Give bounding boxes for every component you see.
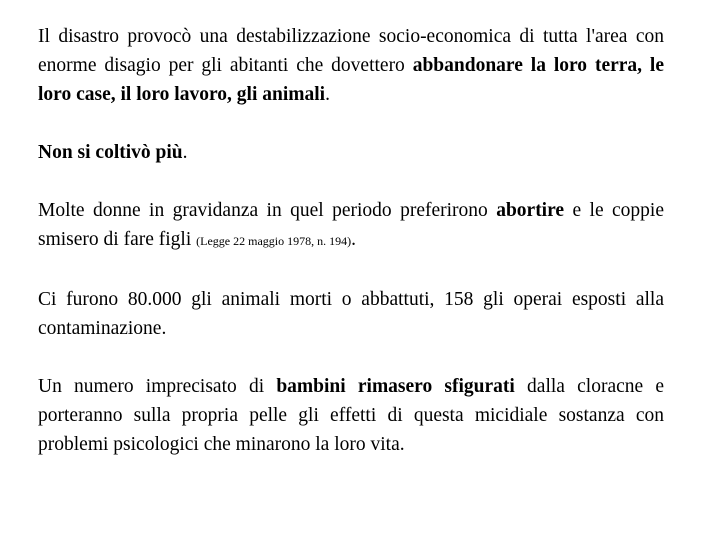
emphasis-abortion: abortire	[496, 200, 565, 221]
paragraph-text: Un numero imprecisato di	[38, 376, 277, 397]
paragraph-text: .	[351, 229, 356, 250]
paragraph-text: e le coppie smisero di fare figli	[38, 200, 664, 250]
emphasis-no-cultivation: Non si coltivò più	[38, 142, 183, 163]
paragraph-casualties	[38, 285, 664, 343]
emphasis-abandon: abbandonare la loro terra, le loro case, il loro lavoro, gli animali	[38, 55, 664, 105]
paragraph-text: Ci furono 80.000 gli animali morti o abbattuti, 158 gli operai esposti alla contaminazione.	[38, 289, 664, 339]
paragraph-text: dalla cloracne e porteranno sulla propria pelle gli effetti di questa micidiale sostanza con problemi psicologici che minarono la loro vita.	[38, 376, 664, 455]
paragraph-text: .	[182, 142, 188, 163]
document-body	[38, 22, 664, 459]
paragraph-children	[38, 372, 664, 459]
paragraph-text: Molte donne in gravidanza in quel periodo preferirono	[38, 200, 497, 221]
paragraph-text: Il disastro provocò una destabilizzazione socio-economica di tutta l'area con enorme disagio per gli abitanti che dovettero	[38, 26, 664, 76]
emphasis-children: bambini rimasero sfigurati	[276, 376, 515, 397]
paragraph-disaster	[38, 22, 664, 109]
paragraph-cultivation	[38, 138, 664, 167]
paragraph-text: .	[325, 84, 330, 105]
paragraph-pregnancy	[38, 196, 664, 256]
law-citation: (Legge 22 maggio 1978, n. 194)	[196, 234, 352, 248]
